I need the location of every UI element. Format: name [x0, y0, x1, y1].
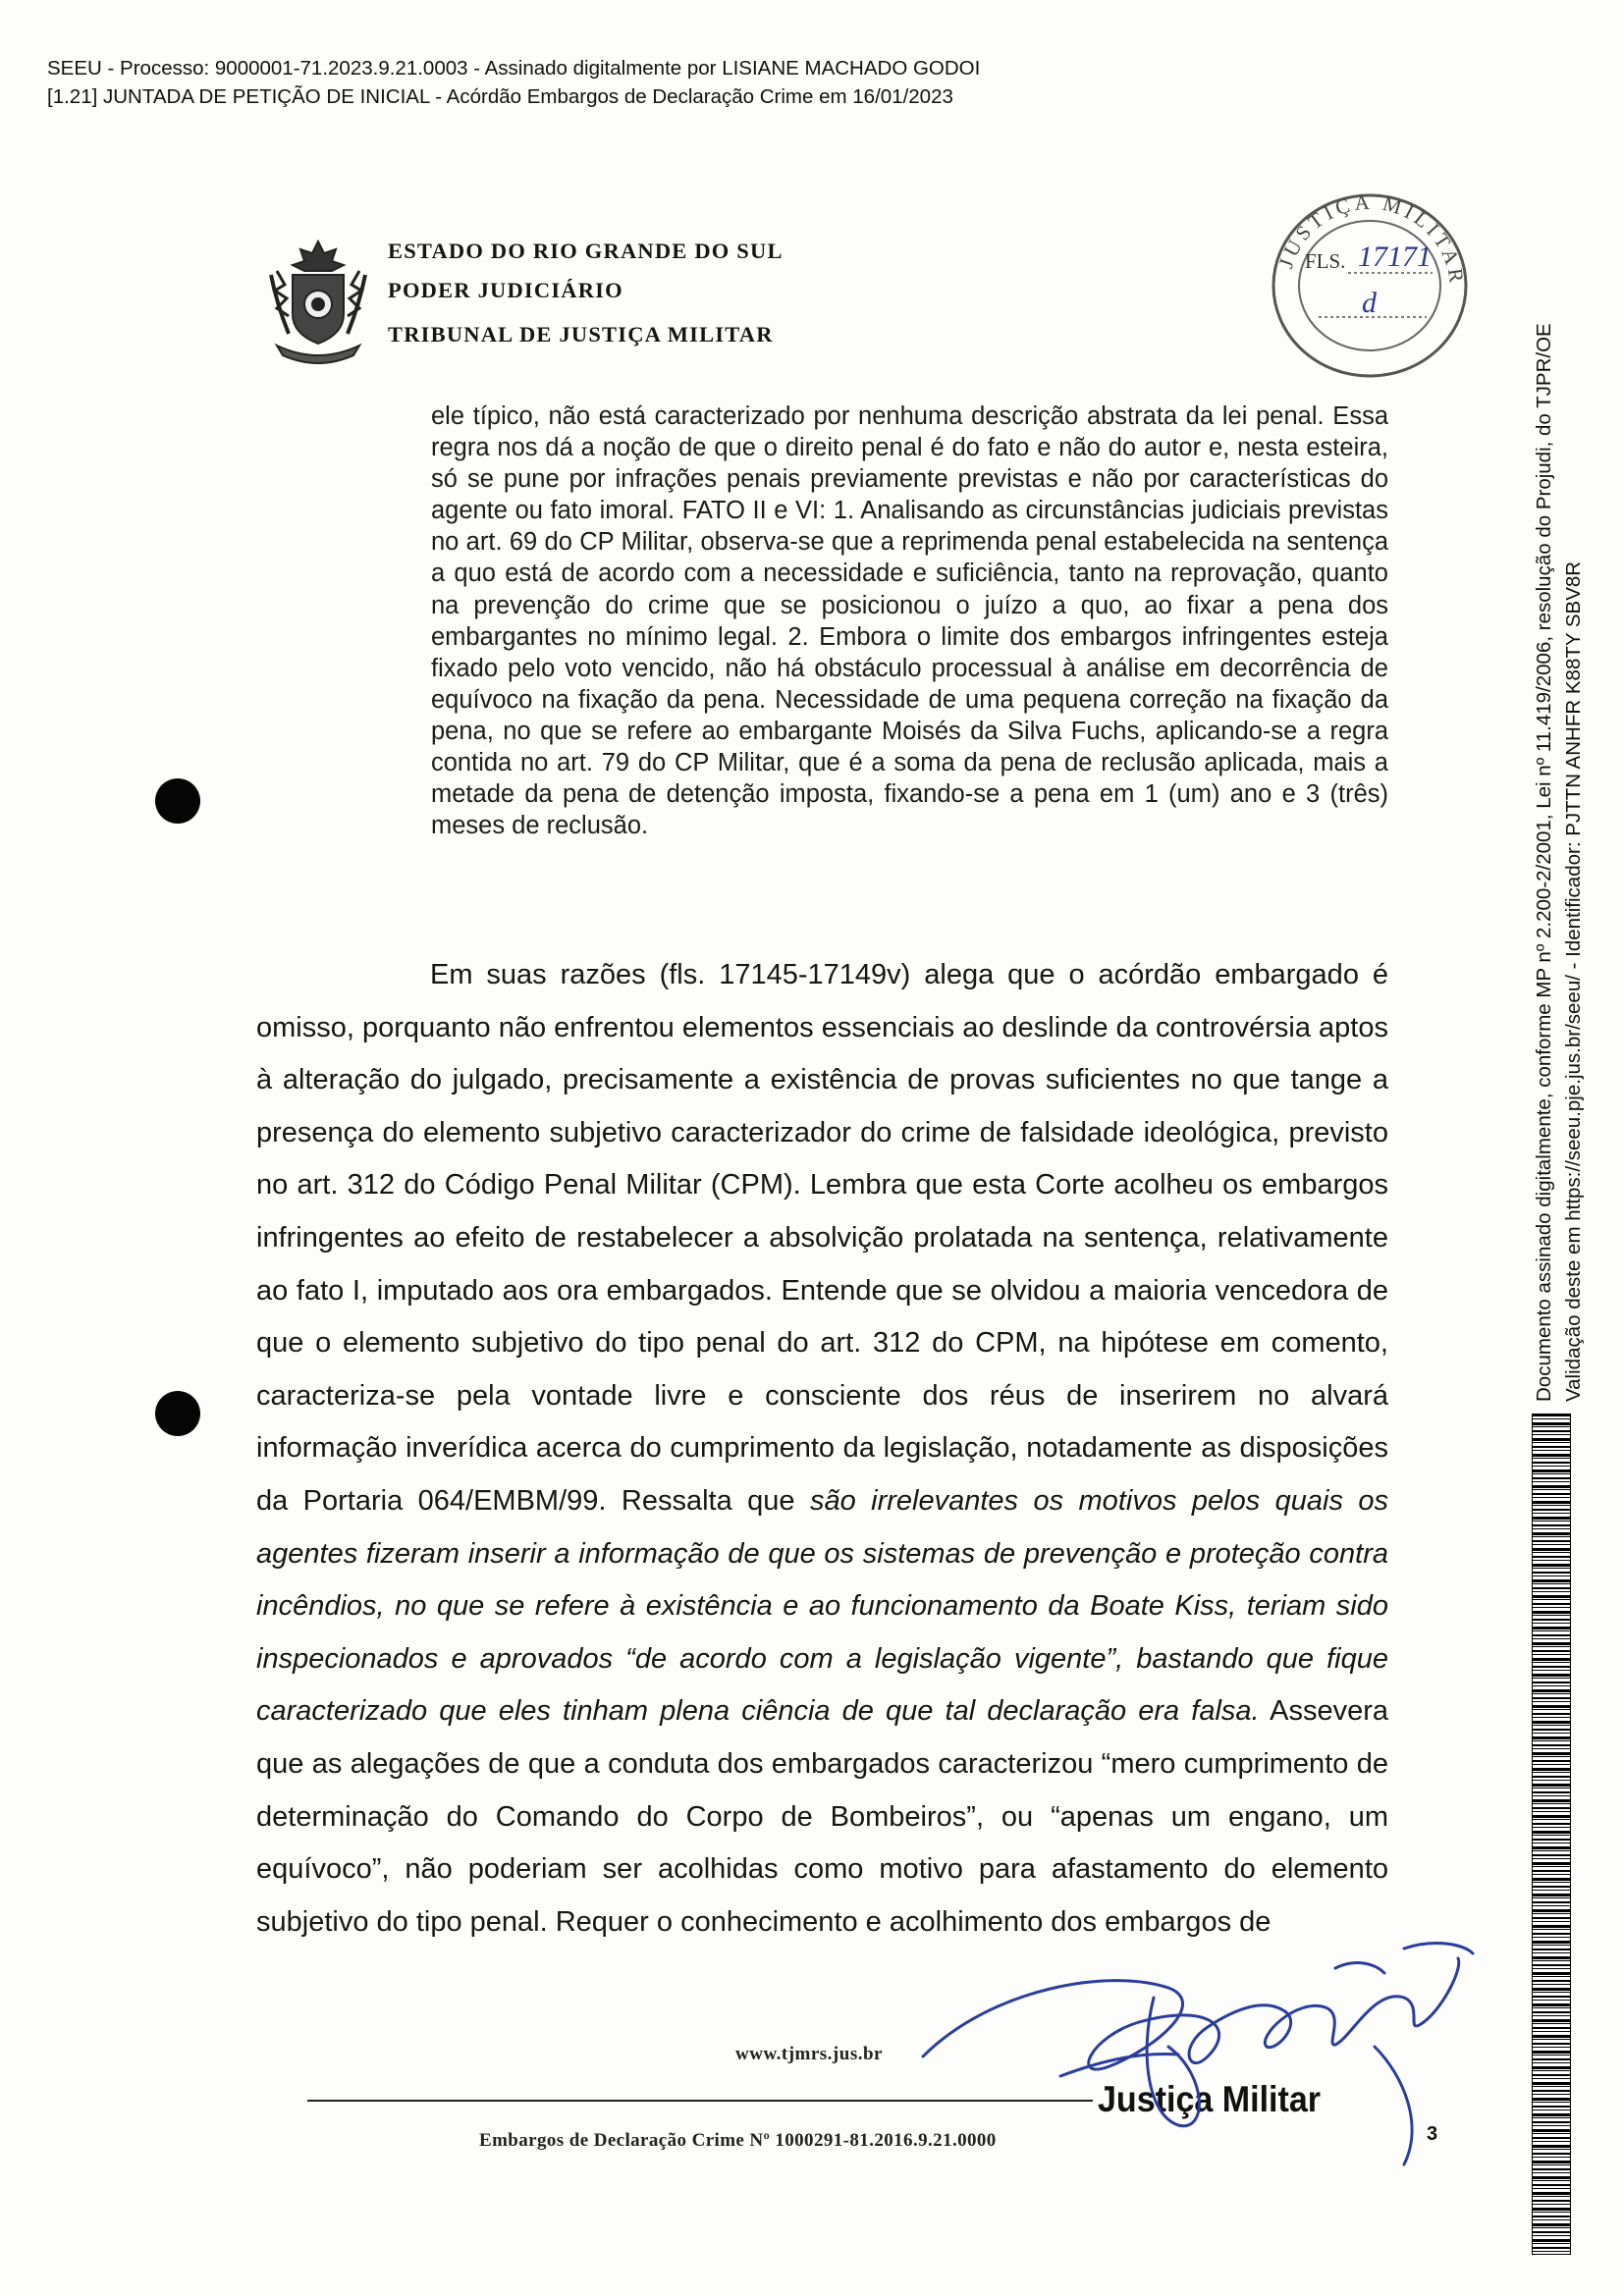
body-paragraph	[256, 949, 1388, 1949]
digital-signature-side-text	[1530, 323, 1589, 1402]
handwritten-signature-icon	[913, 1929, 1492, 2184]
body-text-part1: Em suas razões (fls. 17145-17149v) alega que o acórdão embargado é omisso, porquanto não enfrentou elementos essenciais ao deslinde da controvérsia aptos à alteração do julgado, precisamente a existência de provas suficientes no que tange a presença do elemento subjetivo caracterizador do crime de falsidade ideológica, previsto no art. 312 do Código Penal Militar (CPM). Lembra que esta Corte acolheu os embargos infringentes ao efeito de restabelecer a absolvição prolatada na sentença, relativamente ao fato I, imputado aos ora embargados. Entende que se olvidou a maioria vencedora de que o elemento subjetivo do tipo penal do art. 312 do CPM, na hipótese em comento, caracteriza-se pela vontade livre e consciente dos réus de inserirem no alvará informação inverídica acerca do cumprimento da legislação, notadamente as disposições da Portaria 064/EMBM/99. Ressalta que	[256, 959, 1388, 1517]
stamp-ring-text: JUSTIÇA MILITAR	[1273, 189, 1470, 289]
footer-url: www.tjmrs.jus.br	[735, 2044, 883, 2064]
quoted-ementa	[431, 400, 1388, 841]
side-text-line-1: Documento assinado digitalmente, conforme MP nº 2.200-2/2001, Lei nº 11.419/2006, resolução do Projudi, do TJPR/OE	[1533, 323, 1555, 1402]
stamp-initial: d	[1362, 287, 1377, 319]
body-text-part2: Assevera que as alegações de que a conduta dos embargados caracterizou “mero cumprimento de determinação do Comando do Corpo de Bombeiros”, ou “apenas um engano, um equívoco”, não poderiam ser acolhidas como motivo para afastamento do elemento subjetivo do tipo penal. Requer o conhecimento e acolhimento dos embargos de	[256, 1695, 1388, 1938]
coat-of-arms-icon	[263, 236, 373, 368]
institution-power: PODER JUDICIÁRIO	[388, 278, 623, 302]
stamp-fls-label: FLS.	[1305, 249, 1346, 273]
punch-hole-dot	[155, 1391, 200, 1436]
stamp-fls-number: 17171	[1358, 240, 1432, 273]
footer-brand: Justiça Militar	[1098, 2079, 1322, 2119]
institution-court: TRIBUNAL DE JUSTIÇA MILITAR	[388, 322, 774, 347]
seeu-header-line-1: SEEU - Processo: 9000001-71.2023.9.21.0003 - Assinado digitalmente por LISIANE MACHADO GODOI	[47, 57, 981, 80]
page-number: 3	[1427, 2123, 1438, 2145]
barcode-icon	[1532, 1414, 1571, 2255]
quote-text: ele típico, não está caracterizado por nenhuma descrição abstrata da lei penal. Essa regra nos dá a noção de que o direito penal é do fato e não do autor e, nesta esteira, só se pune por infrações penais previamente previstas e não por características do agente ou fato imoral. FATO II e VI: 1. Analisando as circunstâncias judiciais previstas no art. 69 do CP Militar, observa-se que a reprimenda penal estabelecida na sentença a quo está de acordo com a necessidade e suficiência, tanto na reprovação, quanto na prevenção do crime que se posicionou o juízo a quo, ao fixar a pena dos embargantes no mínimo legal. 2. Embora o limite dos embargos infringentes esteja fixado pelo voto vencido, não há obstáculo processual à análise em decorrência de equívoco na fixação da pena. Necessidade de uma pequena correção na fixação da pena, no que se refere ao embargante Moisés da Silva Fuchs, aplicando-se a regra contida no art. 79 do CP Militar, que é a soma da pena de reclusão aplicada, mais a metade da pena de detenção imposta, fixando-se a pena em 1 (um) ano e 3 (três) meses de reclusão.	[431, 402, 1388, 840]
punch-hole-dot	[155, 778, 200, 824]
body-text-italic: são irrelevantes os motivos pelos quais os agentes fizeram inserir a informação de que os sistemas de prevenção e proteção contra incêndios, no que se refere à existência e ao funcionamento da Boate Kiss, teriam sido inspecionados e aprovados “de acordo com a legislação vigente”, bastando que fique caracterizado que eles tinham plena ciência de que tal declaração era falsa.	[256, 1484, 1389, 1728]
footer-case-number: Embargos de Declaração Crime Nº 1000291-81.2016.9.21.0000	[479, 2130, 997, 2151]
court-seal-stamp	[1260, 180, 1481, 381]
side-text-line-2: Validação deste em https://seeu.pje.jus.br/seeu/ - Identificador: PJTTN ANHFR K88TY SBV8R	[1562, 561, 1585, 1402]
main-body	[256, 949, 1388, 1949]
seeu-header-line-2: [1.21] JUNTADA DE PETIÇÃO DE INICIAL - Acórdão Embargos de Declaração Crime em 16/01/2023	[47, 85, 953, 108]
institution-state: ESTADO DO RIO GRANDE DO SUL	[388, 239, 784, 263]
